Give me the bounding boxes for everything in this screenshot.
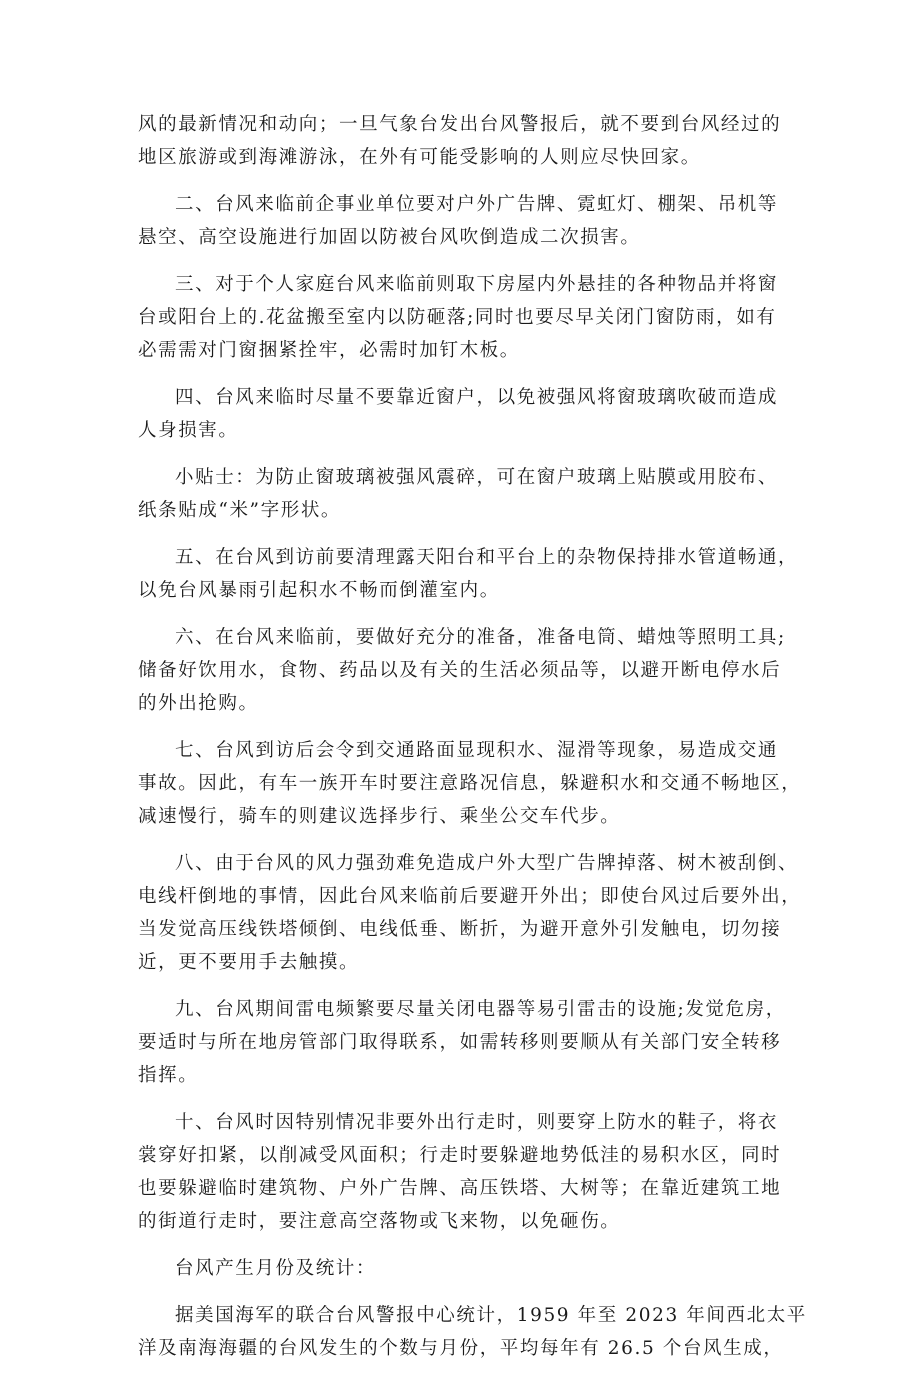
- text-line: 以免台风暴雨引起积水不畅而倒灌室内。: [138, 580, 500, 601]
- paragraph: [138, 621, 788, 720]
- text-line: 指挥。: [138, 1065, 199, 1086]
- text-line: 九、台风期间雷电频繁要尽量关闭电器等易引雷击的设施;发觉危房，: [175, 999, 786, 1020]
- text-line: 十、台风时因特别情况非要外出行走时，则要穿上防水的鞋子，将衣: [175, 1112, 779, 1133]
- text-line: 当发觉高压线铁塔倾倒、电线低垂、断折，为避开意外引发触电，切勿接: [138, 919, 782, 940]
- text-line: 六、在台风来临前，要做好充分的准备，准备电筒、蜡烛等照明工具;: [175, 627, 786, 648]
- text-line: 事故。因此，有车一族开车时要注意路况信息，躲避积水和交通不畅地区，: [138, 773, 802, 794]
- text-line: 的街道行走时，要注意高空落物或飞来物，以免砸伤。: [138, 1211, 621, 1232]
- paragraph: [138, 734, 802, 833]
- text-line: 八、由于台风的风力强劲难免造成户外大型广告牌掉落、树木被刮倒、: [175, 853, 799, 874]
- paragraph: [138, 847, 802, 979]
- text-line: 据美国海军的联合台风警报中心统计，1959 年至 2023 年间西北太平: [175, 1305, 807, 1326]
- text-line: 小贴士：为防止窗玻璃被强风震碎，可在窗户玻璃上贴膜或用胶布、: [175, 467, 779, 488]
- paragraph: [138, 1106, 788, 1238]
- text-line: 也要躲避临时建筑物、户外广告牌、高压铁塔、大树等；在靠近建筑工地: [138, 1178, 782, 1199]
- text-line: 电线杆倒地的事情，因此台风来临前后要避开外出；即使台风过后要外出，: [138, 886, 802, 907]
- text-line: 五、在台风到访前要清理露天阳台和平台上的杂物保持排水管道畅通，: [175, 547, 799, 568]
- text-line: 人身损害。: [138, 420, 239, 441]
- text-line: 三、对于个人家庭台风来临前则取下房屋内外悬挂的各种物品并将窗: [175, 274, 779, 295]
- text-line: 的外出抢购。: [138, 693, 259, 714]
- text-line: 纸条贴成“米”字形状。: [138, 500, 342, 521]
- text-line: 风的最新情况和动向；一旦气象台发出台风警报后，就不要到台风经过的: [138, 114, 782, 135]
- text-line: 洋及南海海疆的台风发生的个数与月份，平均每年有 26.5 个台风生成，: [138, 1338, 784, 1359]
- text-line: 台风产生月份及统计：: [175, 1258, 377, 1279]
- text-line: 七、台风到访后会令到交通路面显现积水、湿滑等现象，易造成交通: [175, 740, 779, 761]
- paragraph: [138, 461, 788, 527]
- text-line: 减速慢行，骑车的则建议选择步行、乘坐公交车代步。: [138, 806, 621, 827]
- paragraph: [138, 993, 788, 1092]
- text-line: 悬空、高空设施进行加固以防被台风吹倒造成二次损害。: [138, 227, 641, 248]
- text-line: 二、台风来临前企事业单位要对户外广告牌、霓虹灯、棚架、吊机等: [175, 194, 779, 215]
- text-line: 近，更不要用手去触摸。: [138, 952, 360, 973]
- text-line: 地区旅游或到海滩游泳，在外有可能受影响的人则应尽快回家。: [138, 147, 701, 168]
- text-line: 台或阳台上的.花盆搬至室内以防砸落;同时也要尽早关闭门窗防雨，如有: [138, 307, 777, 328]
- text-line: 要适时与所在地房管部门取得联系，如需转移则要顺从有关部门安全转移: [138, 1032, 782, 1053]
- text-line: 四、台风来临时尽量不要靠近窗户，以免被强风将窗玻璃吹破而造成: [175, 387, 779, 408]
- text-line: 储备好饮用水，食物、药品以及有关的生活必须品等，以避开断电停水后: [138, 660, 782, 681]
- paragraph: [138, 541, 799, 607]
- paragraph: [138, 1299, 807, 1365]
- paragraph: [138, 268, 788, 367]
- paragraph: [138, 1252, 788, 1285]
- paragraph: [138, 188, 788, 254]
- paragraph: [138, 108, 788, 174]
- paragraph: [138, 381, 788, 447]
- text-line: 裳穿好扣紧，以削减受风面积；行走时要躲避地势低洼的易积水区，同时: [138, 1145, 782, 1166]
- document-body: [138, 108, 807, 1379]
- text-line: 必需需对门窗捆紧拴牢，必需时加钉木板。: [138, 340, 520, 361]
